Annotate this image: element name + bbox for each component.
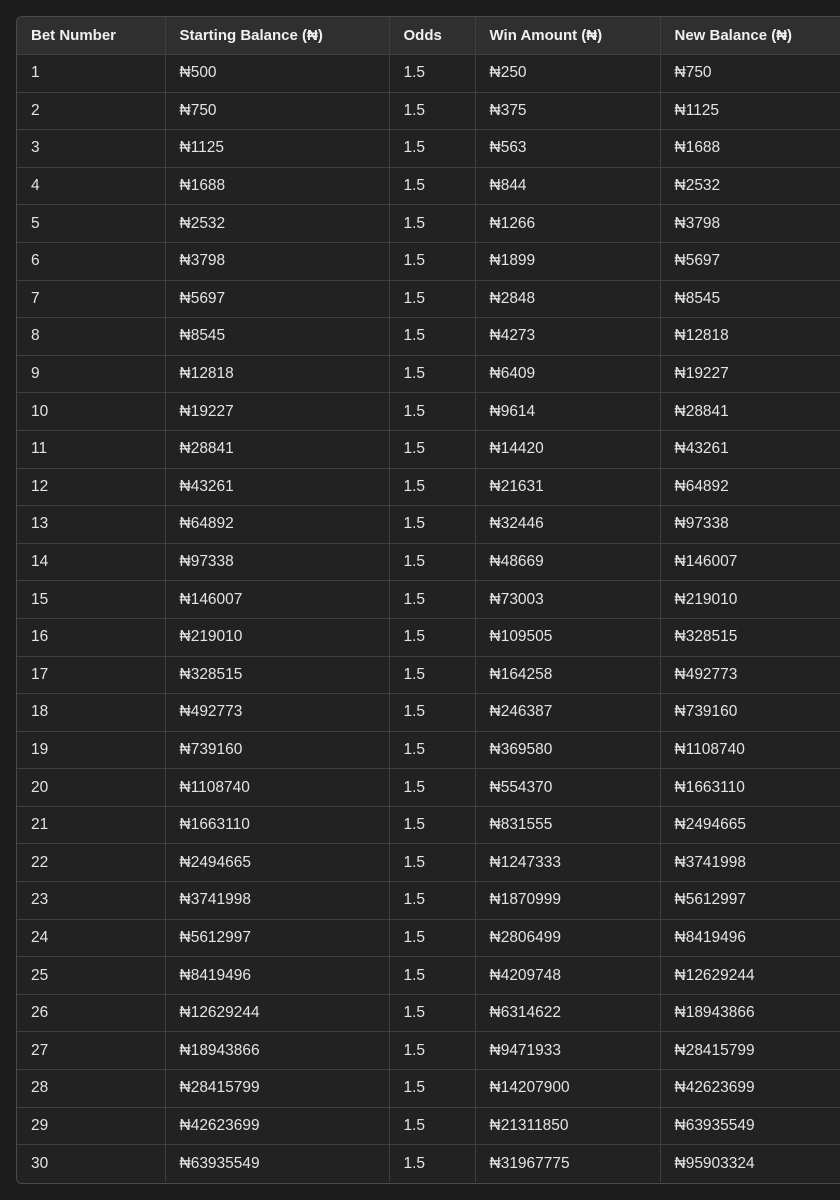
table-row	[17, 919, 840, 957]
cell-bet-number: 15	[17, 581, 165, 619]
cell-odds: 1.5	[389, 468, 475, 506]
cell-starting-balance: ₦2494665	[165, 844, 389, 882]
cell-odds: 1.5	[389, 806, 475, 844]
header-bet-number: Bet Number	[17, 17, 165, 55]
cell-starting-balance: ₦8419496	[165, 957, 389, 995]
cell-win-amount: ₦4209748	[475, 957, 660, 995]
cell-bet-number: 25	[17, 957, 165, 995]
bet-table-container	[16, 16, 840, 1184]
cell-starting-balance: ₦146007	[165, 581, 389, 619]
cell-odds: 1.5	[389, 1145, 475, 1182]
cell-new-balance: ₦5612997	[660, 882, 840, 920]
table-row	[17, 994, 840, 1032]
cell-bet-number: 16	[17, 618, 165, 656]
cell-new-balance: ₦63935549	[660, 1107, 840, 1145]
cell-new-balance: ₦1125	[660, 92, 840, 130]
cell-starting-balance: ₦5697	[165, 280, 389, 318]
cell-starting-balance: ₦328515	[165, 656, 389, 694]
cell-odds: 1.5	[389, 242, 475, 280]
cell-odds: 1.5	[389, 1107, 475, 1145]
cell-bet-number: 27	[17, 1032, 165, 1070]
cell-odds: 1.5	[389, 1032, 475, 1070]
cell-new-balance: ₦328515	[660, 618, 840, 656]
cell-win-amount: ₦48669	[475, 543, 660, 581]
cell-bet-number: 19	[17, 731, 165, 769]
cell-starting-balance: ₦43261	[165, 468, 389, 506]
cell-win-amount: ₦14207900	[475, 1070, 660, 1108]
cell-win-amount: ₦1870999	[475, 882, 660, 920]
cell-odds: 1.5	[389, 280, 475, 318]
cell-new-balance: ₦64892	[660, 468, 840, 506]
table-row	[17, 618, 840, 656]
cell-bet-number: 26	[17, 994, 165, 1032]
cell-bet-number: 22	[17, 844, 165, 882]
table-row	[17, 769, 840, 807]
cell-odds: 1.5	[389, 167, 475, 205]
cell-odds: 1.5	[389, 994, 475, 1032]
table-row	[17, 130, 840, 168]
cell-odds: 1.5	[389, 355, 475, 393]
cell-odds: 1.5	[389, 506, 475, 544]
cell-starting-balance: ₦18943866	[165, 1032, 389, 1070]
cell-odds: 1.5	[389, 92, 475, 130]
cell-odds: 1.5	[389, 919, 475, 957]
cell-win-amount: ₦1899	[475, 242, 660, 280]
cell-bet-number: 11	[17, 430, 165, 468]
cell-bet-number: 8	[17, 318, 165, 356]
table-row	[17, 92, 840, 130]
cell-new-balance: ₦2532	[660, 167, 840, 205]
cell-odds: 1.5	[389, 618, 475, 656]
cell-starting-balance: ₦12629244	[165, 994, 389, 1032]
table-row	[17, 468, 840, 506]
cell-bet-number: 30	[17, 1145, 165, 1182]
cell-odds: 1.5	[389, 130, 475, 168]
cell-new-balance: ₦2494665	[660, 806, 840, 844]
cell-new-balance: ₦43261	[660, 430, 840, 468]
header-win-amount: Win Amount (₦)	[475, 17, 660, 55]
cell-starting-balance: ₦64892	[165, 506, 389, 544]
cell-new-balance: ₦28841	[660, 393, 840, 431]
table-row	[17, 1145, 840, 1182]
cell-odds: 1.5	[389, 318, 475, 356]
cell-win-amount: ₦2806499	[475, 919, 660, 957]
cell-win-amount: ₦1247333	[475, 844, 660, 882]
cell-win-amount: ₦14420	[475, 430, 660, 468]
cell-new-balance: ₦3798	[660, 205, 840, 243]
table-row	[17, 882, 840, 920]
cell-starting-balance: ₦12818	[165, 355, 389, 393]
cell-bet-number: 24	[17, 919, 165, 957]
cell-bet-number: 29	[17, 1107, 165, 1145]
cell-starting-balance: ₦492773	[165, 694, 389, 732]
cell-win-amount: ₦1266	[475, 205, 660, 243]
cell-new-balance: ₦28415799	[660, 1032, 840, 1070]
table-header	[17, 17, 840, 55]
table-row	[17, 731, 840, 769]
cell-bet-number: 14	[17, 543, 165, 581]
cell-bet-number: 21	[17, 806, 165, 844]
cell-win-amount: ₦250	[475, 55, 660, 93]
cell-starting-balance: ₦1688	[165, 167, 389, 205]
table-row	[17, 694, 840, 732]
cell-bet-number: 13	[17, 506, 165, 544]
cell-bet-number: 12	[17, 468, 165, 506]
cell-new-balance: ₦12818	[660, 318, 840, 356]
cell-odds: 1.5	[389, 957, 475, 995]
cell-win-amount: ₦554370	[475, 769, 660, 807]
cell-bet-number: 3	[17, 130, 165, 168]
cell-win-amount: ₦246387	[475, 694, 660, 732]
cell-odds: 1.5	[389, 656, 475, 694]
cell-bet-number: 17	[17, 656, 165, 694]
cell-starting-balance: ₦28841	[165, 430, 389, 468]
cell-new-balance: ₦1108740	[660, 731, 840, 769]
cell-new-balance: ₦3741998	[660, 844, 840, 882]
cell-win-amount: ₦21311850	[475, 1107, 660, 1145]
cell-starting-balance: ₦97338	[165, 543, 389, 581]
cell-odds: 1.5	[389, 430, 475, 468]
cell-odds: 1.5	[389, 543, 475, 581]
cell-odds: 1.5	[389, 581, 475, 619]
cell-bet-number: 9	[17, 355, 165, 393]
cell-odds: 1.5	[389, 55, 475, 93]
cell-starting-balance: ₦28415799	[165, 1070, 389, 1108]
bet-table	[17, 17, 840, 1182]
cell-new-balance: ₦739160	[660, 694, 840, 732]
cell-new-balance: ₦97338	[660, 506, 840, 544]
cell-new-balance: ₦8419496	[660, 919, 840, 957]
cell-odds: 1.5	[389, 731, 475, 769]
cell-starting-balance: ₦3798	[165, 242, 389, 280]
cell-new-balance: ₦5697	[660, 242, 840, 280]
cell-bet-number: 6	[17, 242, 165, 280]
cell-new-balance: ₦492773	[660, 656, 840, 694]
cell-win-amount: ₦563	[475, 130, 660, 168]
cell-new-balance: ₦12629244	[660, 957, 840, 995]
cell-win-amount: ₦844	[475, 167, 660, 205]
table-row	[17, 55, 840, 93]
table-row	[17, 430, 840, 468]
table-row	[17, 167, 840, 205]
cell-new-balance: ₦1688	[660, 130, 840, 168]
cell-bet-number: 23	[17, 882, 165, 920]
cell-starting-balance: ₦42623699	[165, 1107, 389, 1145]
cell-win-amount: ₦164258	[475, 656, 660, 694]
cell-odds: 1.5	[389, 882, 475, 920]
table-row	[17, 957, 840, 995]
cell-odds: 1.5	[389, 1070, 475, 1108]
cell-bet-number: 20	[17, 769, 165, 807]
table-row	[17, 1070, 840, 1108]
table-row	[17, 543, 840, 581]
cell-new-balance: ₦146007	[660, 543, 840, 581]
cell-new-balance: ₦750	[660, 55, 840, 93]
cell-win-amount: ₦369580	[475, 731, 660, 769]
cell-win-amount: ₦9614	[475, 393, 660, 431]
cell-starting-balance: ₦2532	[165, 205, 389, 243]
cell-starting-balance: ₦1125	[165, 130, 389, 168]
table-row	[17, 656, 840, 694]
table-row	[17, 393, 840, 431]
table-row	[17, 806, 840, 844]
cell-win-amount: ₦6409	[475, 355, 660, 393]
cell-odds: 1.5	[389, 844, 475, 882]
cell-starting-balance: ₦63935549	[165, 1145, 389, 1182]
cell-odds: 1.5	[389, 694, 475, 732]
cell-starting-balance: ₦5612997	[165, 919, 389, 957]
cell-odds: 1.5	[389, 205, 475, 243]
cell-win-amount: ₦375	[475, 92, 660, 130]
cell-new-balance: ₦18943866	[660, 994, 840, 1032]
cell-new-balance: ₦8545	[660, 280, 840, 318]
cell-odds: 1.5	[389, 393, 475, 431]
cell-odds: 1.5	[389, 769, 475, 807]
header-starting-balance: Starting Balance (₦)	[165, 17, 389, 55]
table-row	[17, 506, 840, 544]
cell-starting-balance: ₦3741998	[165, 882, 389, 920]
table-body	[17, 55, 840, 1182]
cell-win-amount: ₦831555	[475, 806, 660, 844]
table-row	[17, 205, 840, 243]
cell-new-balance: ₦95903324	[674, 1154, 755, 1172]
cell-starting-balance: ₦219010	[165, 618, 389, 656]
cell-new-balance: ₦42623699	[660, 1070, 840, 1108]
table-row	[17, 318, 840, 356]
cell-bet-number: 7	[17, 280, 165, 318]
cell-bet-number: 18	[17, 694, 165, 732]
cell-starting-balance: ₦739160	[165, 731, 389, 769]
cell-starting-balance: ₦750	[165, 92, 389, 130]
cell-win-amount: ₦2848	[475, 280, 660, 318]
cell-new-balance: ₦19227	[660, 355, 840, 393]
table-row	[17, 844, 840, 882]
cell-bet-number: 28	[17, 1070, 165, 1108]
cell-win-amount: ₦9471933	[475, 1032, 660, 1070]
cell-win-amount: ₦31967775	[475, 1145, 660, 1182]
table-row	[17, 280, 840, 318]
cell-win-amount: ₦4273	[475, 318, 660, 356]
cell-win-amount: ₦109505	[475, 618, 660, 656]
table-row	[17, 1107, 840, 1145]
cell-starting-balance: ₦8545	[165, 318, 389, 356]
header-row	[17, 17, 840, 55]
cell-win-amount: ₦73003	[475, 581, 660, 619]
cell-starting-balance: ₦19227	[165, 393, 389, 431]
cell-win-amount: ₦32446	[475, 506, 660, 544]
table-row	[17, 355, 840, 393]
header-odds: Odds	[389, 17, 475, 55]
cell-win-amount: ₦6314622	[475, 994, 660, 1032]
cell-bet-number: 10	[17, 393, 165, 431]
cell-bet-number: 1	[17, 55, 165, 93]
cell-starting-balance: ₦500	[165, 55, 389, 93]
table-row	[17, 1032, 840, 1070]
cell-new-balance: ₦219010	[660, 581, 840, 619]
table-row	[17, 581, 840, 619]
cell-bet-number: 4	[17, 167, 165, 205]
header-new-balance: New Balance (₦)	[660, 17, 840, 55]
cell-new-balance: ₦1663110	[660, 769, 840, 807]
cell-starting-balance: ₦1108740	[165, 769, 389, 807]
cell-win-amount: ₦21631	[475, 468, 660, 506]
cell-starting-balance: ₦1663110	[165, 806, 389, 844]
table-row	[17, 242, 840, 280]
cell-bet-number: 5	[17, 205, 165, 243]
cell-bet-number: 2	[17, 92, 165, 130]
